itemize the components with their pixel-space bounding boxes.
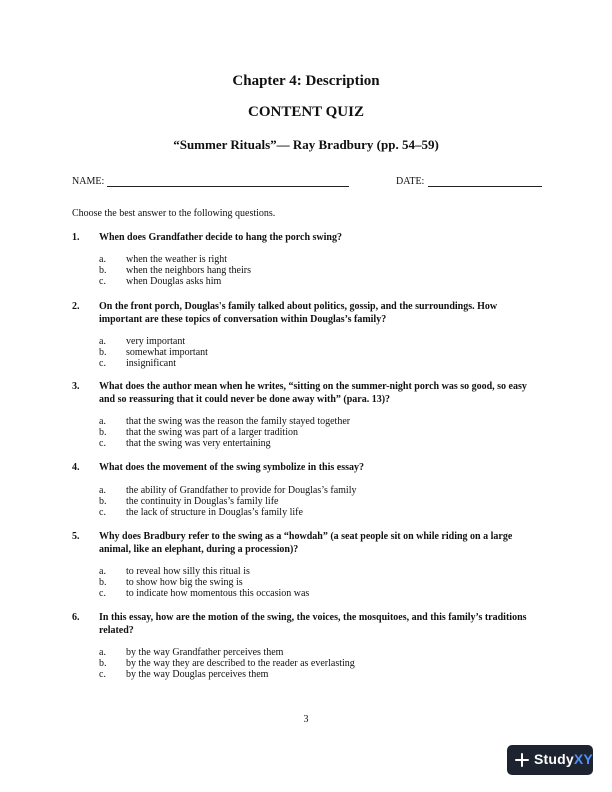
option-letter: a.: [99, 566, 106, 577]
option-letter: a.: [99, 336, 106, 347]
option-text: the lack of structure in Douglas’s family life: [126, 507, 303, 518]
option-letter: c.: [99, 276, 106, 287]
option-text: to indicate how momentous this occasion was: [126, 588, 310, 599]
option-text: very important: [126, 336, 186, 347]
option-letter: c.: [99, 358, 106, 369]
date-field[interactable]: [428, 186, 542, 187]
option-letter: b.: [99, 658, 107, 669]
question-number: 1.: [72, 232, 80, 243]
page-number: 3: [303, 714, 309, 725]
studyxy-badge[interactable]: [507, 745, 593, 775]
badge-brand-main: Study: [534, 751, 574, 767]
option-text: by the way Grandfather perceives them: [126, 647, 284, 658]
answer-options: [72, 416, 542, 449]
option-letter: b.: [99, 347, 107, 358]
option-letter: c.: [99, 669, 106, 680]
answer-option-c[interactable]: [72, 588, 542, 599]
answer-options: [72, 485, 542, 518]
chapter-title: Chapter 4: Description: [232, 73, 380, 89]
date-label: DATE:: [396, 176, 425, 187]
option-text: to show how big the swing is: [126, 577, 243, 588]
option-text: when Douglas asks him: [126, 276, 222, 287]
option-letter: b.: [99, 427, 107, 438]
answer-option-c[interactable]: [72, 438, 542, 449]
option-text: when the weather is right: [126, 254, 228, 265]
answer-option-b[interactable]: [72, 265, 542, 276]
quiz-title: CONTENT QUIZ: [247, 104, 364, 120]
answer-option-a[interactable]: [72, 254, 542, 265]
question-number: 6.: [72, 612, 80, 623]
answer-option-b[interactable]: [72, 347, 542, 358]
option-text: insignificant: [126, 358, 176, 369]
name-label: NAME:: [72, 176, 105, 187]
answer-options: [72, 566, 542, 599]
question-text: Why does Bradbury refer to the swing as a “howdah” (a seat people sit on while riding on a large animal, like an elephant, during a procession)?: [99, 531, 513, 555]
badge-brand-accent: XY: [573, 751, 593, 767]
option-letter: b.: [99, 265, 107, 276]
badge-logo-text: [534, 751, 593, 767]
answer-option-b[interactable]: [72, 658, 542, 669]
name-date-row: [72, 176, 542, 190]
instructions: Choose the best answer to the following questions.: [72, 208, 276, 219]
answer-option-b[interactable]: [72, 577, 542, 588]
option-text: to reveal how silly this ritual is: [126, 566, 250, 577]
answer-option-a[interactable]: [72, 336, 542, 347]
option-text: that the swing was the reason the family stayed together: [126, 416, 351, 427]
option-letter: a.: [99, 254, 106, 265]
option-letter: c.: [99, 588, 106, 599]
question-text: What does the movement of the swing symbolize in this essay?: [99, 462, 364, 473]
option-text: that the swing was part of a larger tradition: [126, 427, 298, 438]
name-field[interactable]: [107, 186, 349, 187]
question-number: 5.: [72, 531, 80, 542]
option-text: when the neighbors hang theirs: [126, 265, 251, 276]
question-text: When does Grandfather decide to hang the porch swing?: [99, 232, 342, 243]
option-letter: b.: [99, 577, 107, 588]
answer-option-c[interactable]: [72, 669, 542, 680]
option-text: that the swing was very entertaining: [126, 438, 271, 449]
question-number: 3.: [72, 381, 80, 392]
answer-option-c[interactable]: [72, 276, 542, 287]
option-text: by the way they are described to the reader as everlasting: [126, 658, 355, 669]
option-letter: a.: [99, 485, 106, 496]
question-text: On the front porch, Douglas's family talked about politics, gossip, and the surroundings. How important are these topics of conversation within Douglas’s family?: [99, 301, 498, 325]
question-text: What does the author mean when he writes, “sitting on the summer-night porch was so good, so easy and so reassuring that it could never be done away with” (para. 13)?: [99, 381, 527, 405]
option-text: somewhat important: [126, 347, 208, 358]
answer-options: [72, 254, 542, 287]
question-number: 2.: [72, 301, 80, 312]
answer-option-a[interactable]: [72, 485, 542, 496]
answer-options: [72, 336, 542, 369]
option-letter: b.: [99, 496, 107, 507]
answer-option-c[interactable]: [72, 507, 542, 518]
answer-option-a[interactable]: [72, 647, 542, 658]
option-letter: c.: [99, 507, 106, 518]
option-letter: c.: [99, 438, 106, 449]
option-letter: a.: [99, 416, 106, 427]
option-text: the continuity in Douglas’s family life: [126, 496, 279, 507]
answer-option-b[interactable]: [72, 496, 542, 507]
option-text: by the way Douglas perceives them: [126, 669, 269, 680]
option-text: the ability of Grandfather to provide for Douglas’s family: [126, 485, 357, 496]
answer-option-a[interactable]: [72, 416, 542, 427]
answer-option-b[interactable]: [72, 427, 542, 438]
reading-title: “Summer Rituals”— Ray Bradbury (pp. 54–59): [173, 137, 439, 152]
question-number: 4.: [72, 462, 80, 473]
question-text: In this essay, how are the motion of the swing, the voices, the mosquitoes, and this family’s traditions related?: [99, 612, 527, 636]
answer-option-a[interactable]: [72, 566, 542, 577]
option-letter: a.: [99, 647, 106, 658]
answer-options: [72, 647, 542, 680]
answer-option-c[interactable]: [72, 358, 542, 369]
plus-icon: [515, 753, 529, 767]
